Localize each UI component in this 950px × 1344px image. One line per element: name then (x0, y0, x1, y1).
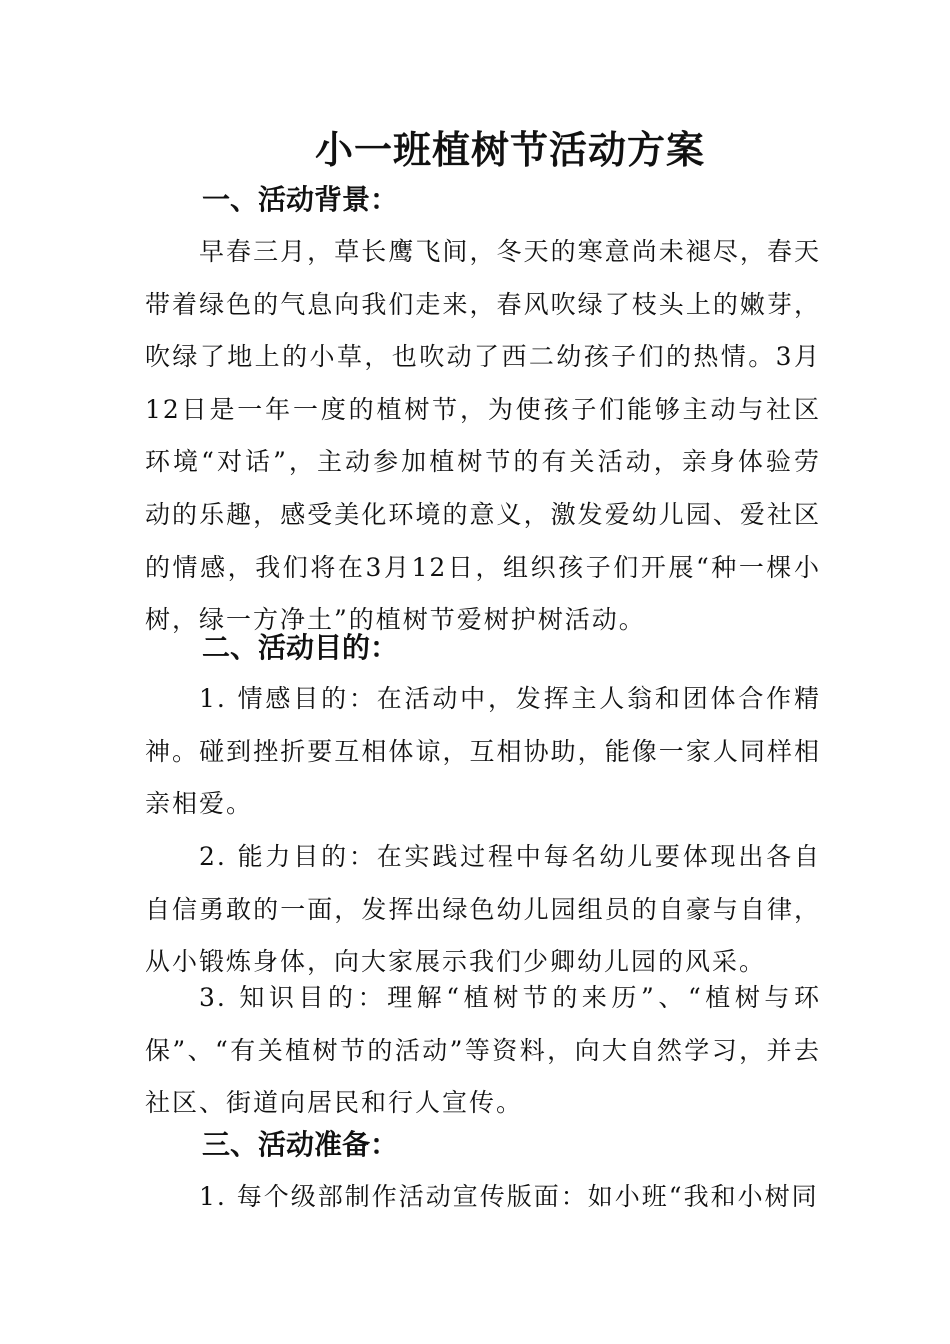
paragraph-preparation: 1. 每个级部制作活动宣传版面：如小班“我和小树同 (199, 1182, 819, 1211)
paragraph-goal-ability: 2. 能力目的：在实践过程中每名幼儿要体现出各自自信勇敢的一面，发挥出绿色幼儿园组员的自豪与自律，从小锻炼身体，向大家展示我们少卿幼儿园的风采。 (145, 842, 821, 977)
paragraph-goal-emotion: 1. 情感目的：在活动中，发挥主人翁和团体合作精神。碰到挫折要互相体谅，互相协助，能像一家人同样相亲相爱。 (145, 684, 821, 819)
section-heading-goals: 二、活动目的： (202, 631, 399, 664)
paragraph-background: 早春三月，草长鹰飞间，冬天的寒意尚未褪尽，春天带着绿色的气息向我们走来，春风吹绿了枝头上的嫩芽，吹绿了地上的小草，也吹动了西二幼孩子们的热情。3月12日是一年一度的植树节，为使孩子们能够主动与社区环境“对话”，主动参加植树节的有关活动，亲身体验劳动的乐趣，感受美化环境的意义，激发爱幼儿园、爱社区的情感，我们将在3月12日，组织孩子们开展“种一棵小树，绿一方净土”的植树节爱树护树活动。 (145, 237, 821, 635)
section-heading-background: 一、活动背景： (202, 183, 399, 216)
section-heading-preparation: 三、活动准备： (202, 1128, 399, 1161)
paragraph-goal-knowledge: 3. 知识目的：理解“植树节的来历”、“植树与环保”、“有关植树节的活动”等资料，向大自然学习，并去社区、街道向居民和行人宣传。 (145, 983, 821, 1118)
document-title: 小一班植树节活动方案 (314, 127, 705, 172)
